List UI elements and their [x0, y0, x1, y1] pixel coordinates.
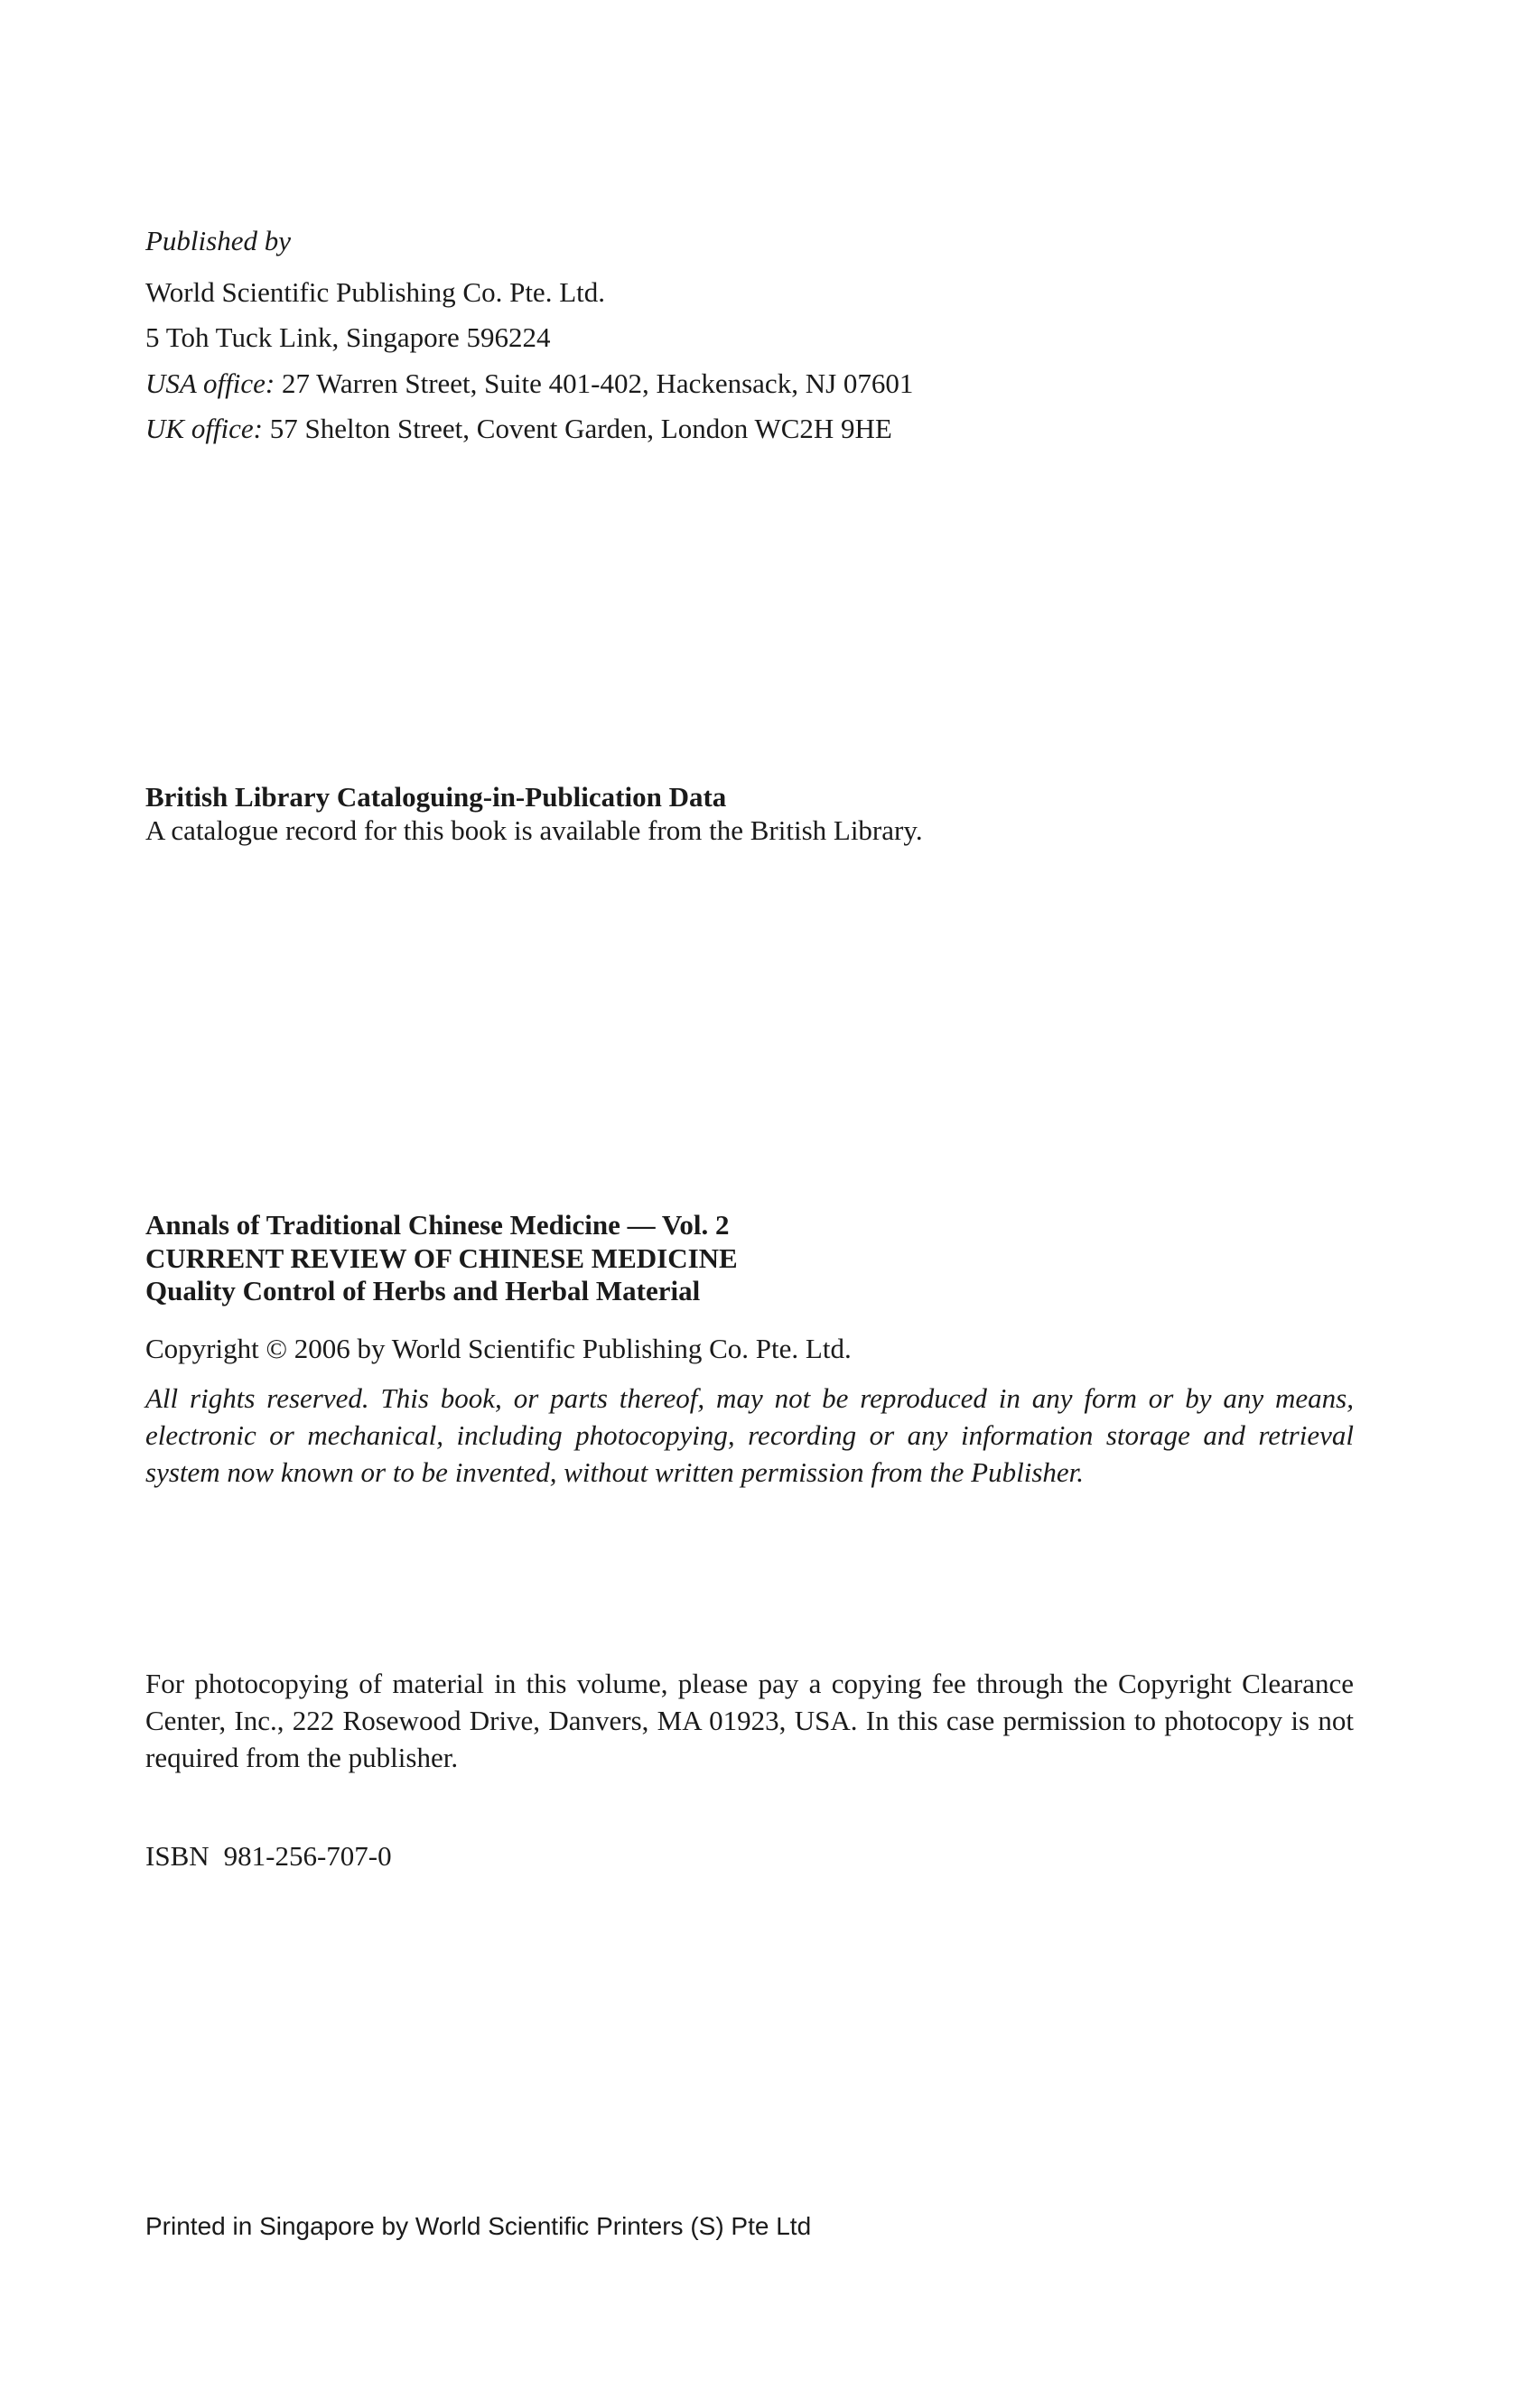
- usa-office-line: [145, 367, 1354, 400]
- published-by-label: Published by: [145, 225, 291, 256]
- isbn-row: [145, 1839, 1354, 1873]
- usa-office-label: USA office:: [145, 367, 275, 399]
- uk-office-label: UK office:: [145, 412, 263, 444]
- printed-by-line: Printed in Singapore by World Scientific Printers (S) Pte Ltd: [145, 2212, 812, 2240]
- publisher-name: World Scientific Publishing Co. Pte. Ltd.: [145, 276, 605, 309]
- isbn-line: [145, 1839, 1354, 1873]
- uk-office-address: 57 Shelton Street, Covent Garden, London WC2H 9HE: [269, 412, 892, 444]
- uk-office-line: [145, 412, 1354, 445]
- book-info-block: [145, 1209, 1354, 1492]
- series-title: Annals of Traditional Chinese Medicine — Vol. 2: [145, 1209, 730, 1241]
- usa-office-address: 27 Warren Street, Suite 401-402, Hackensack, NJ 07601: [281, 367, 914, 399]
- rights-reserved-text: All rights reserved. This book, or parts thereof, may not be reproduced in any form or by any means, electronic or mechanical, including photocopying, recording or any information storage and retrieval system now known or to be invented, without written permission from the Publisher.: [145, 1381, 1354, 1489]
- isbn-label: ISBN: [145, 1840, 210, 1872]
- photocopy-notice: For photocopying of material in this volume, please pay a copying fee through the Copyright Clearance Center, Inc., 222 Rosewood Drive, Danvers, MA 01923, USA. In this case permission to photocopy is not required from the publisher.: [145, 1668, 1354, 1774]
- publisher-address: 5 Toh Tuck Link, Singapore 596224: [145, 321, 551, 354]
- book-subtitle: CURRENT REVIEW OF CHINESE MEDICINE: [145, 1241, 738, 1274]
- publisher-block: [145, 224, 1354, 445]
- cataloguing-block: [145, 780, 1354, 847]
- copyright-line: Copyright © 2006 by World Scientific Publishing Co. Pte. Ltd.: [145, 1332, 852, 1364]
- isbn-value: 981-256-707-0: [223, 1840, 392, 1872]
- cataloguing-heading: British Library Cataloguing-in-Publication Data: [145, 781, 727, 813]
- cataloguing-text: A catalogue record for this book is available from the British Library.: [145, 814, 923, 847]
- book-title: Quality Control of Herbs and Herbal Material: [145, 1275, 701, 1307]
